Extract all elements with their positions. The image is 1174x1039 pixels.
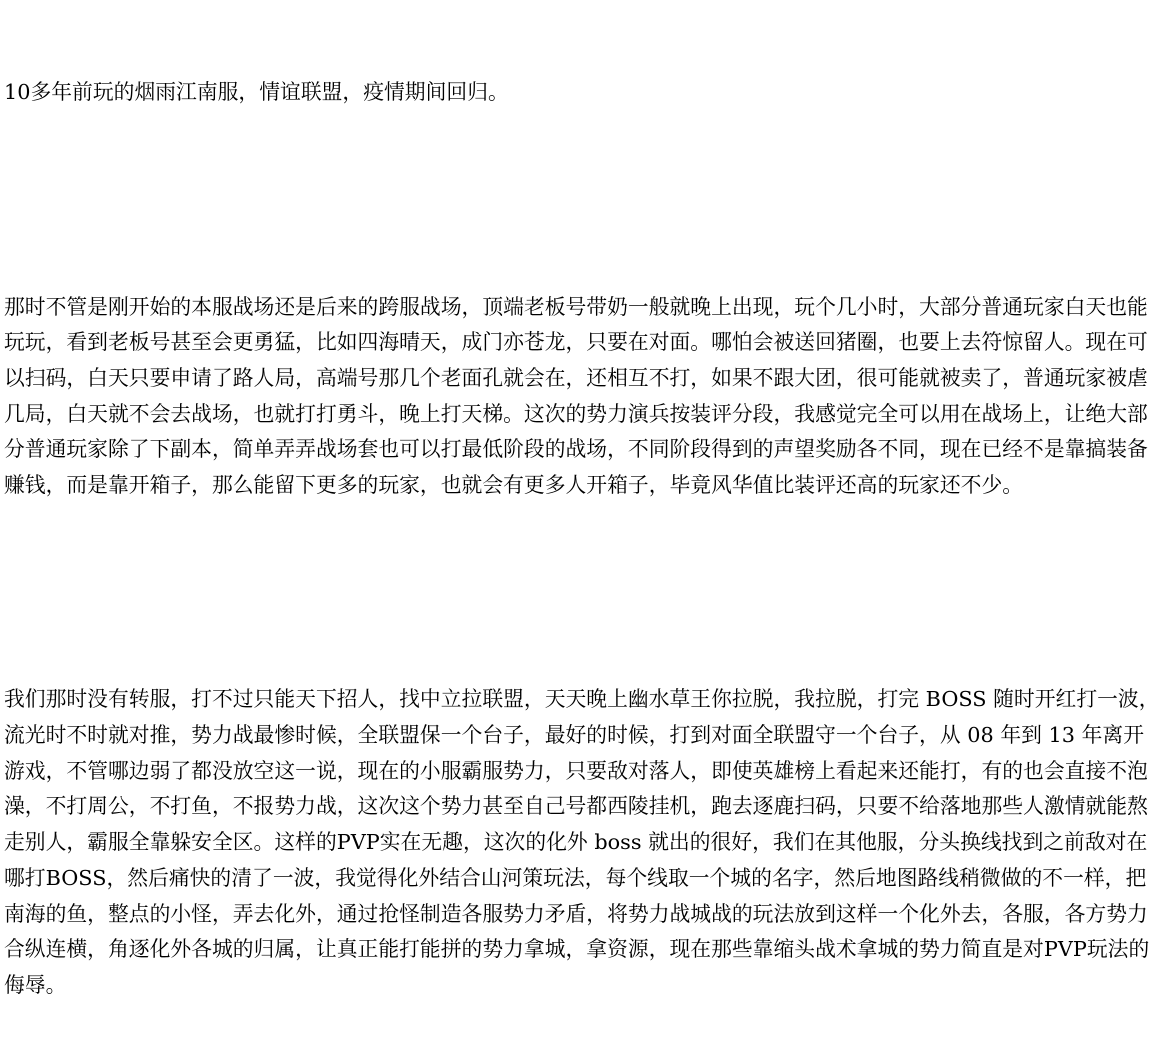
paragraph-gap — [4, 575, 1164, 611]
paragraph-3: 我们那时没有转服，打不过只能天下招人，找中立拉联盟，天天晚上幽水草王你拉脱，我拉脱，打完 BOSS 随时开红打一波，流光时不时就对推，势力战最惨时候，全联盟保一个台子，最好的时候，打到对面全联盟守一个台子，从 08 年到 13 年离开游戏，不管哪边弱了都没放空这一说，现在的小服霸服势力，只要敌对落人，即使英雄榜上看起来还能打，有的也会直接不泡澡，不打周公，不打鱼，不报势力战，这次这个势力甚至自己号都西陵挂机，跑去逐鹿扫码，只要不给落地那些人激情就能熬走别人，霸服全靠躲安全区。这样的PVP实在无趣，这次的化外 boss 就出的很好，我们在其他服，分头换线找到之前敌对在哪打BOSS，然后痛快的清了一波，我觉得化外结合山河策玩法，每个线取一个城的名字，然后地图路线稍微做的不一样，把南海的鱼，整点的小怪，弄去化外，通过抢怪制造各服势力矛盾，将势力战城战的玩法放到这样一个化外去，各服，各方势力合纵连横，角逐化外各城的归属，让真正能打能拼的势力拿城，拿资源，现在那些靠缩头战术拿城的势力简直是对PVP玩法的侮辱。 — [4, 687, 1160, 997]
paragraph-gap — [4, 183, 1164, 219]
paragraph-2: 那时不管是刚开始的本服战场还是后来的跨服战场，顶端老板号带奶一般就晚上出现，玩个几小时，大部分普通玩家白天也能玩玩，看到老板号甚至会更勇猛，比如四海晴天，成门亦苍龙，只要在对面。哪怕会被送回猪圈，也要上去符惊留人。现在可以扫码，白天只要申请了路人局，高端号那几个老面孔就会在，还相互不打，如果不跟大团，很可能就被卖了，普通玩家被虐几局，白天就不会去战场，也就打打勇斗，晚上打天梯。这次的势力演兵按装评分段，我感觉完全可以用在战场上，让绝大部分普通玩家除了下副本，简单弄弄战场套也可以打最低阶段的战场，不同阶段得到的声望奖励各不同，现在已经不是靠搞装备赚钱，而是靠开箱子，那么能留下更多的玩家，也就会有更多人开箱子，毕竟风华值比装评还高的玩家还不少。 — [4, 294, 1148, 498]
paragraph-1: 10多年前玩的烟雨江南服，情谊联盟，疫情期间回归。 — [4, 80, 509, 105]
